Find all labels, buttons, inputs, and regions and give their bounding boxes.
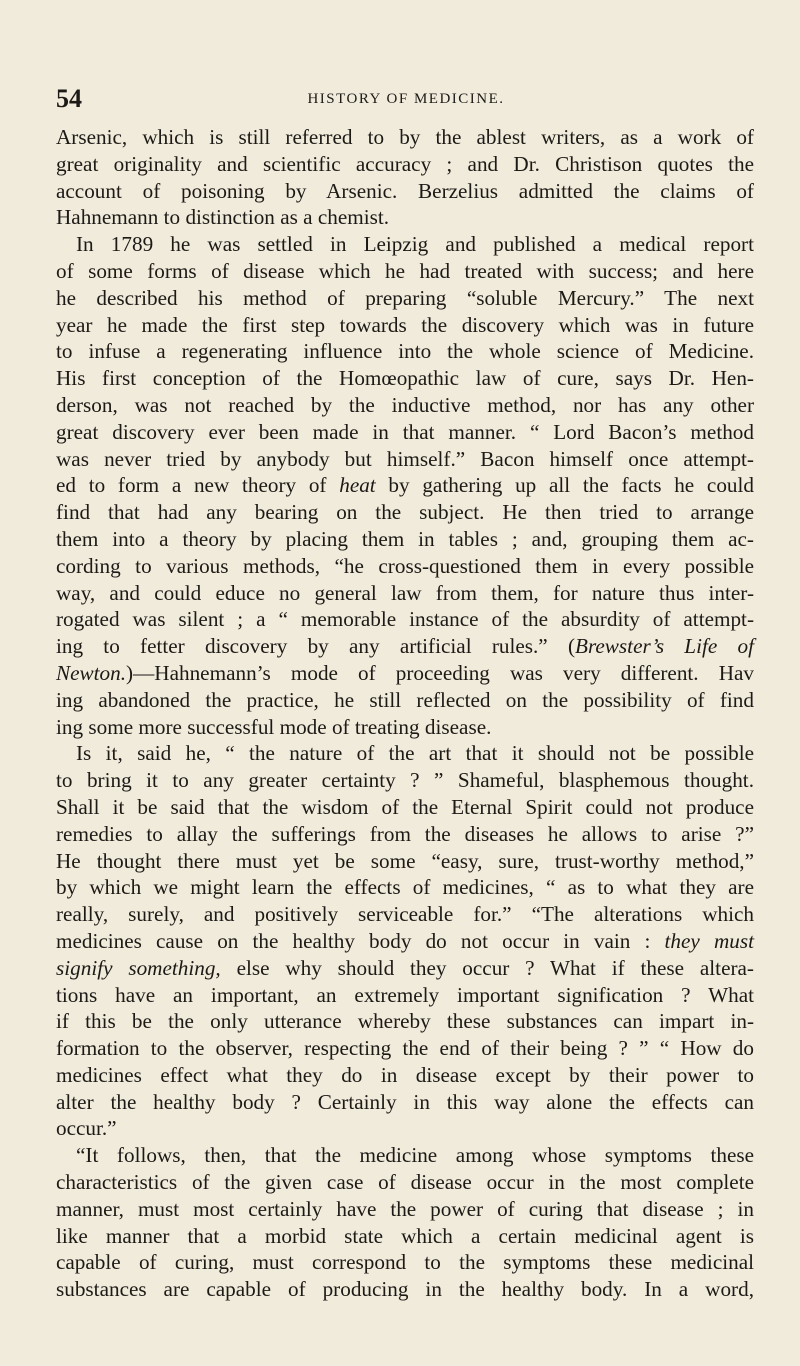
body-text xyxy=(56,124,754,1303)
text-line: alter the healthy body ? Certainly in this way alone the effects can xyxy=(56,1089,754,1114)
text-line: by which we might learn the effects of medicines, “ as to what they are xyxy=(56,875,754,900)
text-line: “It follows, then, that the medicine among whose symptoms these xyxy=(76,1143,754,1168)
text-run: medicines cause on the healthy body do not occur in vain : xyxy=(56,928,665,953)
text-line: characteristics of the given case of disease occur in the most complete xyxy=(56,1170,754,1195)
text-line: really, surely, and positively serviceable for.” “The alterations which xyxy=(56,902,754,927)
text-line: Is it, said he, “ the nature of the art that it should not be possible xyxy=(76,741,754,766)
text-line: tions have an important, an extremely important signification ? What xyxy=(56,982,754,1007)
text-line: Arsenic, which is still referred to by the ablest writers, as a work of xyxy=(56,125,754,149)
text-line: he described his method of preparing “soluble Mercury.” The next xyxy=(56,285,754,310)
italic-run: Newton. xyxy=(56,660,127,685)
text-line: capable of curing, must correspond to the symptoms these medicinal xyxy=(56,1250,754,1275)
text-line: Shall it be said that the wisdom of the Eternal Spirit could not produce xyxy=(56,794,754,819)
text-line: derson, was not reached by the inductive method, nor has any other xyxy=(56,392,754,417)
text-line: substances are capable of producing in the healthy body. In a word, xyxy=(56,1277,754,1302)
text-line: He thought there must yet be some “easy, sure, trust-worthy method,” xyxy=(56,848,754,873)
text-line: great originality and scientific accuracy ; and Dr. Christison quotes the xyxy=(56,151,754,176)
text-line: them into a theory by placing them in tables ; and, grouping them ac- xyxy=(56,526,754,551)
text-line: ing some more successful mode of treating disease. xyxy=(56,714,492,739)
page-header xyxy=(56,84,756,114)
italic-run: heat xyxy=(339,473,376,498)
text-line xyxy=(56,660,754,687)
text-line: great discovery ever been made in that manner. “ Lord Bacon’s method xyxy=(56,419,754,444)
text-line: ing abandoned the practice, he still reflected on the possibility of find xyxy=(56,687,754,712)
text-line: of some forms of disease which he had treated with success; and here xyxy=(56,258,754,283)
text-line: if this be the only utterance whereby these substances can impart in- xyxy=(56,1009,754,1034)
text-line xyxy=(56,955,754,982)
text-line: year he made the first step towards the discovery which was in future xyxy=(56,312,754,337)
text-line: to infuse a regenerating influence into the whole science of Medicine. xyxy=(56,339,754,364)
text-run: )—Hahnemann’s mode of proceeding was very different. Hav xyxy=(126,660,754,685)
text-line: manner, must most certainly have the power of curing that disease ; in xyxy=(56,1196,754,1221)
text-run: by gathering up all the facts he could xyxy=(375,473,754,498)
italic-run: signify something, xyxy=(56,955,221,980)
text-line xyxy=(56,633,754,660)
text-line: cording to various methods, “he cross-questioned them in every possible xyxy=(56,553,754,578)
text-line: way, and could educe no general law from them, for nature thus inter- xyxy=(56,580,754,605)
page-number: 54 xyxy=(56,84,82,113)
text-run: else why should they occur ? What if these altera- xyxy=(220,955,754,980)
text-line xyxy=(56,928,754,955)
italic-run: they must xyxy=(664,928,754,953)
text-line: medicines effect what they do in disease except by their power to xyxy=(56,1062,754,1087)
text-line: formation to the observer, respecting the end of their being ? ” “ How do xyxy=(56,1036,754,1061)
text-line: remedies to allay the sufferings from the diseases he allows to arise ?” xyxy=(56,821,754,846)
text-line: to bring it to any greater certainty ? ” Shameful, blasphemous thought. xyxy=(56,768,754,793)
text-line: In 1789 he was settled in Leipzig and published a medical report xyxy=(76,232,754,257)
text-line: like manner that a morbid state which a certain medicinal agent is xyxy=(56,1223,754,1248)
text-line: was never tried by anybody but himself.” Bacon himself once attempt- xyxy=(56,446,754,471)
text-line: His first conception of the Homœopathic law of cure, says Dr. Hen- xyxy=(56,366,754,391)
text-line xyxy=(56,472,754,499)
italic-run: Brewster’s Life of xyxy=(575,634,754,659)
text-run: ed to form a new theory of xyxy=(56,473,340,498)
text-line: find that had any bearing on the subject. He then tried to arrange xyxy=(56,500,754,525)
text-run: ing to fetter discovery by any artificial rules.” ( xyxy=(56,634,575,659)
text-line: rogated was silent ; a “ memorable instance of the absurdity of attempt- xyxy=(56,607,754,632)
text-line: occur.” xyxy=(56,1116,117,1141)
text-line: Hahnemann to distinction as a chemist. xyxy=(56,205,390,230)
text-line: account of poisoning by Arsenic. Berzelius admitted the claims of xyxy=(56,178,754,203)
running-head: HISTORY OF MEDICINE. xyxy=(307,91,505,107)
